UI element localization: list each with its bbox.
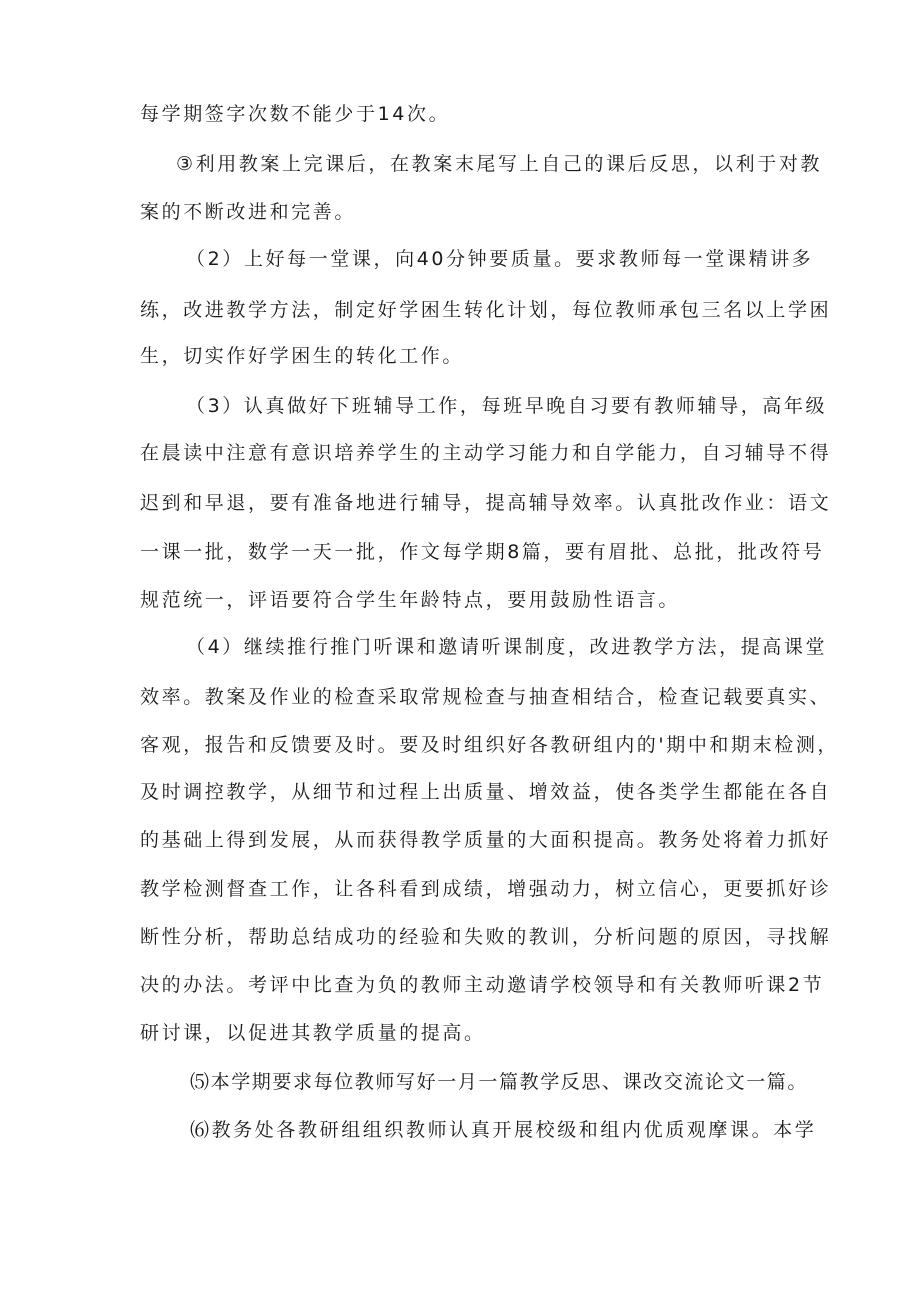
text-line: 研讨课，以促进其教学质量的提高。	[140, 1022, 486, 1044]
text-line: （2）上好每一堂课，向40分钟要质量。要求教师每一堂课精讲多	[186, 248, 814, 270]
text-line: 练，改进教学方法，制定好学困生转化计划，每位教师承包三名以上学困	[140, 299, 832, 321]
text-line: 规范统一，评语要符合学生年龄特点，要用鼓励性语言。	[140, 589, 681, 611]
text-line: ③利用教案上完课后，在教案末尾写上自己的课后反思，以利于对教	[176, 153, 823, 175]
text-line: 迟到和早退，要有准备地进行辅导，提高辅导效率。认真批改作业：语文	[140, 492, 832, 514]
text-line: 教学检测督查工作，让各科看到成绩，增强动力，树立信心，更要抓好诊	[140, 878, 832, 900]
text-line: 每学期签字次数不能少于14次。	[140, 103, 451, 125]
text-line: 一课一批，数学一天一批，作文每学期8篇，要有眉批、总批，批改符号	[140, 541, 825, 563]
text-line: 决的办法。考评中比查为负的教师主动邀请学校领导和有关教师听课2节	[140, 974, 825, 996]
text-line: 客观，报告和反馈要及时。要及时组织好各教研组内的'期中和期末检测，	[140, 734, 840, 756]
text-line: （3）认真做好下班辅导工作，每班早晚自习要有教师辅导，高年级	[186, 395, 828, 417]
text-line: 生，切实作好学困生的转化工作。	[140, 345, 465, 367]
text-line: 案的不断改进和完善。	[140, 201, 357, 223]
text-line: 的基础上得到发展，从而获得教学质量的大面积提高。教务处将着力抓好	[140, 829, 832, 851]
text-line: （4）继续推行推门听课和邀请听课制度，改进教学方法，提高课堂	[186, 636, 828, 658]
text-line: 在晨读中注意有意识培养学生的主动学习能力和自学能力，自习辅导不得	[140, 442, 832, 464]
text-line: ⑹教务处各教研组组织教师认真开展校级和组内优质观摩课。本学	[190, 1119, 817, 1141]
text-line: ⑸本学期要求每位教师写好一月一篇教学反思、课改交流论文一篇。	[190, 1071, 809, 1093]
text-line: 断性分析，帮助总结成功的经验和失败的教训，分析问题的原因，寻找解	[140, 926, 832, 948]
text-line: 效率。教案及作业的检查采取常规检查与抽查相结合，检查记载要真实、	[140, 686, 832, 708]
text-line: 及时调控教学，从细节和过程上出质量、增效益，使各类学生都能在各自	[140, 781, 832, 803]
